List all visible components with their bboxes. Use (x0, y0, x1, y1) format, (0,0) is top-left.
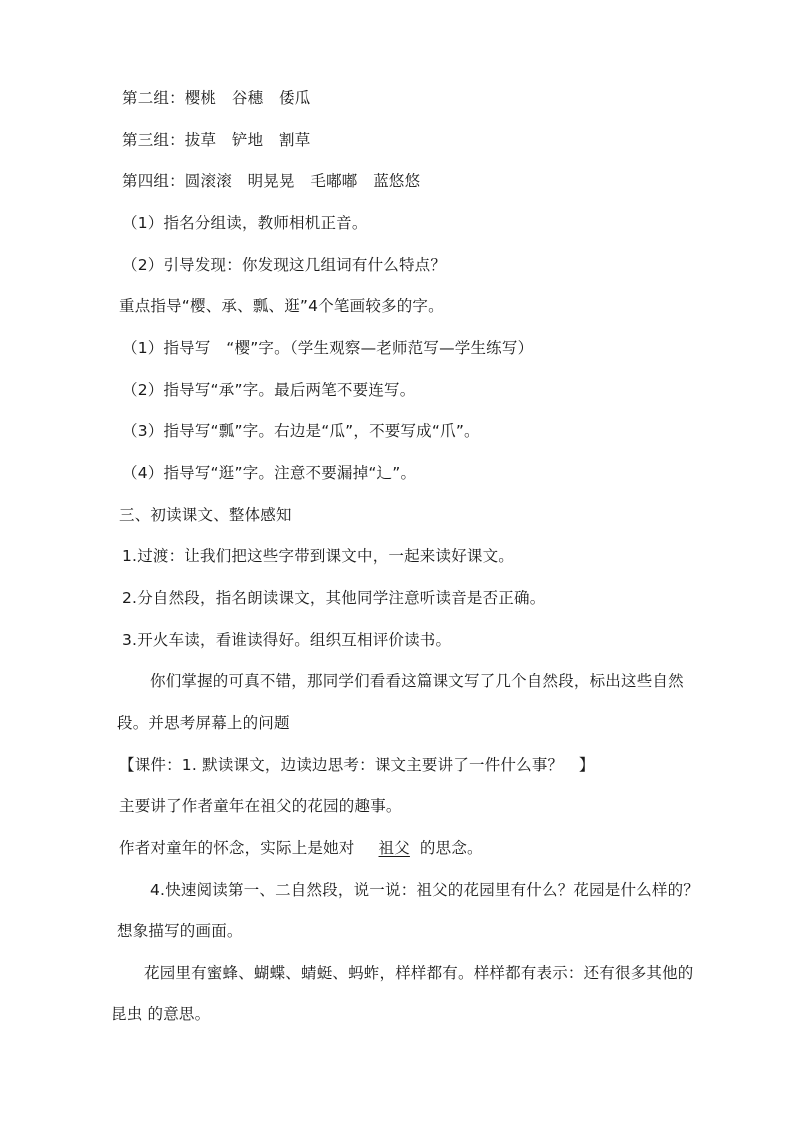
write-guide-1: （1）指导写 “樱”字。（学生观察—老师范写—学生练写） (122, 339, 534, 357)
focus-note: 重点指导“樱、承、瓢、逛”4个笔画较多的字。 (119, 297, 444, 315)
answer-1: 主要讲了作者童年在祖父的花园的趣事。 (119, 797, 402, 815)
step-1: （1）指名分组读，教师相机正音。 (122, 214, 368, 232)
answer-2 (119, 838, 483, 858)
answer-2-blank-text: 祖父 (378, 839, 410, 857)
list-item-2: 2.分自然段，指名朗读课文，其他同学注意听读音是否正确。 (122, 589, 546, 607)
list-item-3: 3.开火车读，看谁读得好。组织互相评价读书。 (122, 631, 452, 649)
list-item-1: 1.过渡：让我们把这些字带到课文中，一起来读好课文。 (122, 547, 514, 565)
list-item-4-line-2: 想象描写的画面。 (117, 922, 243, 940)
courseware-prompt: 【课件：1. 默读课文，边读边思考：课文主要讲了一件什么事？ 】 (119, 756, 595, 774)
list-item-4-line-1: 4.快速阅读第一、二自然段，说一说：祖父的花园里有什么？花园是什么样的？ (150, 881, 699, 899)
step-2: （2）引导发现：你发现这几组词有什么特点？ (122, 256, 447, 274)
write-guide-3: （3）指导写“瓢”字。右边是“瓜”，不要写成“爪”。 (122, 422, 480, 440)
write-guide-4: （4）指导写“逛”字。注意不要漏掉“辶”。 (122, 464, 417, 482)
paragraph-1-line-1: 你们掌握的可真不错，那同学们看看这篇课文写了几个自然段，标出这些自然 (150, 672, 684, 690)
vocab-group-2: 第二组：樱桃 谷穗 倭瓜 (122, 89, 311, 107)
vocab-group-3: 第三组：拔草 铲地 割草 (122, 131, 311, 149)
answer-2-blank (369, 839, 420, 857)
write-guide-2: （2）指导写“承”字。最后两笔不要连写。 (122, 381, 416, 399)
vocab-group-4: 第四组：圆滚滚 明晃晃 毛嘟嘟 蓝悠悠 (122, 172, 421, 190)
paragraph-2-line-1: 花园里有蜜蜂、蝴蝶、蜻蜓、蚂蚱，样样都有。样样都有表示：还有很多其他的 (144, 964, 694, 982)
answer-2-prefix: 作者对童年的怀念，实际上是她对 (119, 839, 355, 857)
answer-2-suffix: 的思念。 (419, 839, 483, 857)
paragraph-2-line-2: 昆虫 的意思。 (111, 1005, 211, 1023)
section-heading: 三、初读课文、整体感知 (119, 506, 292, 524)
paragraph-1-line-2: 段。并思考屏幕上的问题 (117, 714, 290, 732)
